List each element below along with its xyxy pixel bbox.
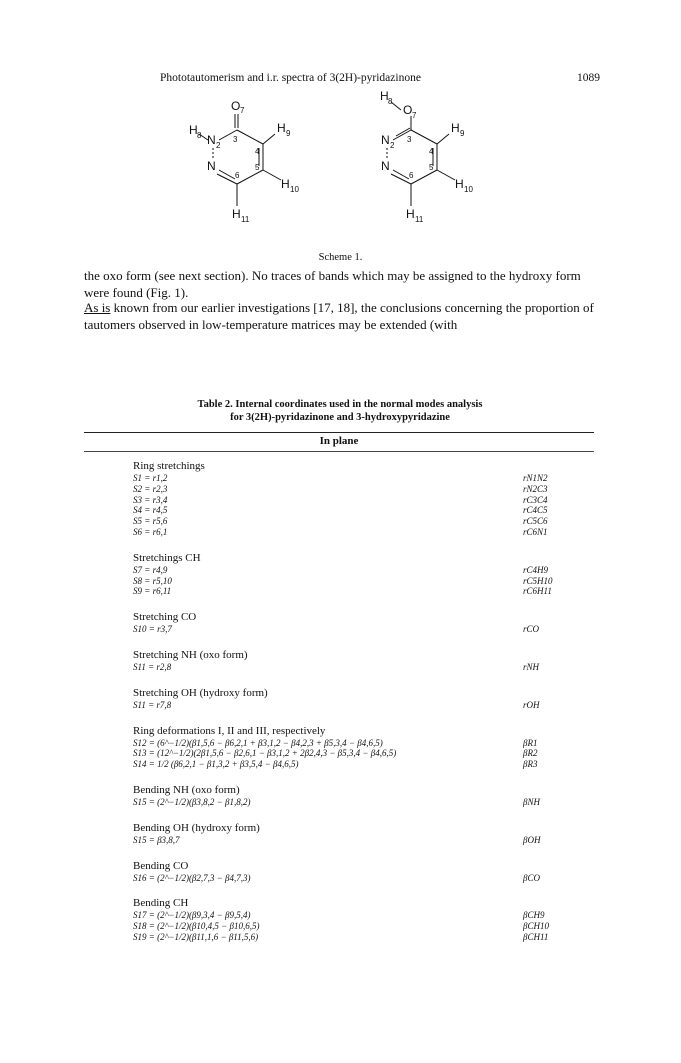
coordinate-symbol: βCH11 xyxy=(523,931,549,942)
table-row xyxy=(133,700,563,711)
table-row xyxy=(133,835,563,846)
table-row xyxy=(133,759,563,770)
hydroxy-o-label: O xyxy=(403,103,413,117)
section-title: Ring deformations I, II and III, respectively xyxy=(133,724,326,737)
oxo-h10-label: H xyxy=(281,177,290,191)
coordinate-definition: S13 = (12^−1/2)(2β1,5,6 − β2,6,1 − β3,1,2 + 2β2,4,3 − β5,3,4 − β4,6,5) xyxy=(133,748,397,759)
running-head-title: Phototautomerism and i.r. spectra of 3(2H)-pyridazinone xyxy=(160,72,421,84)
table-row xyxy=(133,910,563,921)
hydroxy-n2-label: N xyxy=(381,133,390,147)
coordinate-definition: S2 = r2,3 xyxy=(133,483,168,494)
table-row xyxy=(133,495,563,506)
section-title: Stretchings CH xyxy=(133,551,201,564)
hydroxy-h9-num: 9 xyxy=(460,129,465,138)
coordinate-symbol: βCH9 xyxy=(523,910,545,921)
table-row xyxy=(133,484,563,495)
section-title: Bending CH xyxy=(133,897,189,910)
page-number: 1089 xyxy=(577,72,600,84)
coordinate-definition: S1 = r1,2 xyxy=(133,473,168,483)
coordinate-definition: S16 = (2^−1/2)(β2,7,3 − β4,7,3) xyxy=(133,872,251,883)
table-section xyxy=(133,687,563,711)
hydroxy-c4-h9-bond xyxy=(437,134,449,144)
section-title: Ring stretchings xyxy=(133,460,205,472)
table-row xyxy=(133,565,563,576)
oxo-h11-label: H xyxy=(232,207,241,221)
table-section xyxy=(133,784,563,808)
coordinate-definition: S9 = r6,11 xyxy=(133,586,172,597)
hydroxy-h10-label: H xyxy=(455,177,464,191)
coordinate-symbol: rC6N1 xyxy=(523,526,548,537)
section-title: Stretching NH (oxo form) xyxy=(133,648,248,661)
hydroxy-form-structure xyxy=(387,102,455,206)
table-caption: Table 2. Internal coordinates used in the normal modes analysis for 3(2H)-pyridazinone and 3-hydroxypyridazine xyxy=(197,399,483,423)
coordinate-symbol: rN2C3 xyxy=(523,483,548,494)
coordinate-symbol: rC5C6 xyxy=(523,516,548,527)
paragraph-2-text: known from our earlier investigations [17, 18], the conclusions concerning the proportion of tautomers observed in low-temperature matrices may be extended (with xyxy=(84,300,594,332)
coordinate-symbol: rN1N2 xyxy=(523,473,548,483)
table-row xyxy=(133,748,563,759)
table-section xyxy=(133,460,563,538)
table-row xyxy=(133,921,563,932)
coordinate-definition: S3 = r3,4 xyxy=(133,494,168,505)
hydroxy-ring-6: 6 xyxy=(409,171,414,180)
coordinate-definition: S10 = r3,7 xyxy=(133,624,172,635)
coordinate-symbol: βR2 xyxy=(523,748,538,759)
oxo-o-label: O xyxy=(231,99,241,113)
coordinate-definition: S11 = r7,8 xyxy=(133,699,172,710)
table-row xyxy=(133,527,563,538)
hydroxy-ring-5: 5 xyxy=(429,163,434,172)
table-row xyxy=(133,662,563,673)
coordinate-definition: S4 = r4,5 xyxy=(133,505,168,516)
oxo-ring-4: 4 xyxy=(255,147,260,156)
coordinate-definition: S14 = 1/2 (β6,2,1 − β1,3,2 + β3,5,4 − β4,6,5) xyxy=(133,759,299,770)
table-top-rule xyxy=(84,432,594,433)
oxo-n2-num: 2 xyxy=(216,141,221,150)
coordinate-definition: S15 = (2^−1/2)(β3,8,2 − β1,8,2) xyxy=(133,796,251,807)
oxo-o-num: 7 xyxy=(240,106,245,115)
hydroxy-h11-label: H xyxy=(406,207,415,221)
coordinate-symbol: βR3 xyxy=(523,759,538,770)
section-title: Stretching OH (hydroxy form) xyxy=(133,686,268,699)
table-row xyxy=(133,932,563,943)
hydroxy-h10-num: 10 xyxy=(464,185,473,194)
coordinate-symbol: βCH10 xyxy=(523,921,549,932)
oxo-h11-num: 11 xyxy=(241,215,250,224)
oxo-ring-6: 6 xyxy=(235,171,240,180)
hydroxy-c5-h10-bond xyxy=(437,170,455,180)
hydroxy-h8-label: H xyxy=(380,89,389,103)
hydroxy-c5-c6-bond xyxy=(411,170,437,184)
oxo-h9-label: H xyxy=(277,121,286,135)
table-section xyxy=(133,897,563,942)
coordinate-definition: S17 = (2^−1/2)(β9,3,4 − β9,5,4) xyxy=(133,910,251,921)
oxo-ring-3: 3 xyxy=(233,135,238,144)
coordinate-definition: S8 = r5,10 xyxy=(133,575,172,586)
table-header-in-plane: In plane xyxy=(319,435,359,447)
coordinate-definition: S6 = r6,1 xyxy=(133,526,168,537)
table-row xyxy=(133,738,563,749)
oxo-h8-label: H xyxy=(189,123,198,137)
table-section xyxy=(133,649,563,673)
coordinate-symbol: βOH xyxy=(523,834,541,845)
oxo-c6-n1-double xyxy=(219,170,235,179)
section-title: Bending CO xyxy=(133,859,189,872)
hydroxy-n1-label: N xyxy=(381,159,390,173)
table-row xyxy=(133,797,563,808)
coordinate-symbol: rC3C4 xyxy=(523,494,548,505)
coordinate-symbol: βNH xyxy=(523,796,540,807)
oxo-ring-5: 5 xyxy=(255,163,260,172)
hydroxy-c6-n1-double xyxy=(393,170,409,179)
underlined-text: As is xyxy=(84,300,111,315)
coordinate-definition: S11 = r2,8 xyxy=(133,661,172,672)
table-header-rule xyxy=(84,451,594,452)
section-title: Stretching CO xyxy=(133,611,197,624)
oxo-h10-num: 10 xyxy=(290,185,299,194)
body-paragraph-2 xyxy=(84,300,596,333)
hydroxy-h9-label: H xyxy=(451,121,460,135)
table-row xyxy=(133,576,563,587)
coordinates-table xyxy=(133,460,563,943)
coordinate-symbol: rCO xyxy=(523,624,540,635)
table-row xyxy=(133,624,563,635)
oxo-h8-num: 8 xyxy=(197,131,202,140)
coordinate-definition: S19 = (2^−1/2)(β11,1,6 − β11,5,6) xyxy=(133,931,259,942)
hydroxy-n2-num: 2 xyxy=(390,141,395,150)
oxo-c5-h10-bond xyxy=(263,170,281,180)
oxo-n2-label: N xyxy=(207,133,216,147)
section-title: Bending OH (hydroxy form) xyxy=(133,821,260,834)
coordinate-symbol: βCO xyxy=(523,872,540,883)
scheme-caption: Scheme 1. xyxy=(318,252,363,263)
coordinate-symbol: rC4H9 xyxy=(523,564,549,575)
coordinate-symbol: rC4C5 xyxy=(523,505,548,516)
section-title: Bending NH (oxo form) xyxy=(133,783,240,796)
coordinate-definition: S5 = r5,6 xyxy=(133,516,168,527)
hydroxy-h11-num: 11 xyxy=(415,215,424,224)
hydroxy-ring-4: 4 xyxy=(429,147,434,156)
coordinate-symbol: rC6H11 xyxy=(523,586,552,597)
table-row xyxy=(133,505,563,516)
coordinate-definition: S12 = (6^−1/2)(β1,5,6 − β6,2,1 + β3,1,2 − β4,2,3 + β5,3,4 − β4,6,5) xyxy=(133,737,383,748)
scheme-1-structures xyxy=(175,88,505,238)
coordinate-symbol: rC5H10 xyxy=(523,575,553,586)
oxo-c5-c6-bond xyxy=(237,170,263,184)
oxo-c3-c4-bond xyxy=(237,130,263,144)
table-row xyxy=(133,586,563,597)
hydroxy-c3-c4-bond xyxy=(411,130,437,144)
table-section xyxy=(133,725,563,770)
hydroxy-o-num: 7 xyxy=(412,111,417,120)
oxo-h9-num: 9 xyxy=(286,129,291,138)
coordinate-symbol: rNH xyxy=(523,661,540,672)
body-paragraph-1: the oxo form (see next section). No traces of bands which may be assigned to the hydroxy form were found (Fig. 1). xyxy=(84,268,581,300)
table-section xyxy=(133,860,563,884)
hydroxy-h8-num: 8 xyxy=(388,97,393,106)
table-section xyxy=(133,552,563,597)
table-row xyxy=(133,473,563,484)
hydroxy-ring-3: 3 xyxy=(407,135,412,144)
coordinate-definition: S15 = β3,8,7 xyxy=(133,834,180,845)
coordinate-symbol: rOH xyxy=(523,699,540,710)
coordinate-definition: S7 = r4,9 xyxy=(133,564,168,575)
oxo-n1-label: N xyxy=(207,159,216,173)
oxo-c4-h9-bond xyxy=(263,134,275,144)
table-row xyxy=(133,516,563,527)
coordinate-symbol: βR1 xyxy=(523,737,538,748)
table-section xyxy=(133,611,563,635)
coordinate-definition: S18 = (2^−1/2)(β10,4,5 − β10,6,5) xyxy=(133,921,260,932)
table-section xyxy=(133,822,563,846)
hydroxy-h8-o-bond xyxy=(391,102,401,110)
table-row xyxy=(133,873,563,884)
